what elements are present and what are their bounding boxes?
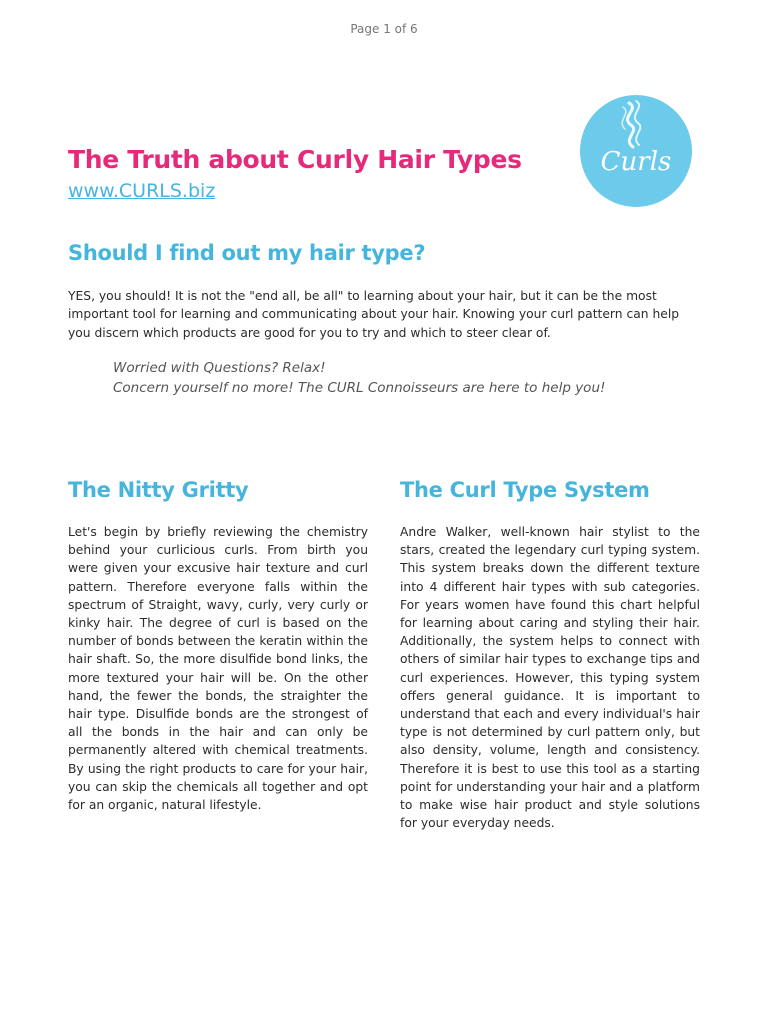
page-indicator: Page 1 of 6 (350, 22, 418, 36)
section-heading-curl-type-system: The Curl Type System (400, 478, 650, 502)
quote-block (113, 358, 605, 398)
section-heading-hair-type: Should I find out my hair type? (68, 241, 426, 265)
website-link[interactable]: www.CURLS.biz (68, 180, 216, 202)
curl-type-system-paragraph: Andre Walker, well-known hair stylist to the stars, created the legendary curl typing system. This system breaks down the different texture into 4 different hair types with sub categories. For years women have found this chart helpful for learning about caring and styling their hair. Additionally, the system helps to connect with others of similar hair types to exchange tips and curl experiences. However, this typing system offers general guidance. It is important to understand that each and every individual's hair type is not determined by curl pattern only, but also density, volume, length and consistency. Therefore it is best to use this tool as a starting point for understanding your hair and a platform to make wise hair product and style solutions for your everyday needs. (400, 525, 700, 831)
quote-line-1: Worried with Questions? Relax! (113, 360, 326, 376)
intro-paragraph: YES, you should! It is not the "end all, be all" to learning about your hair, but it can be the most important tool for learning and communicating about your hair. Knowing your curl pattern can help you discern which products are good for you to try and which to steer clear of. (68, 289, 680, 340)
nitty-gritty-paragraph: Let's begin by briefly reviewing the chemistry behind your curlicious curls. From birth you were given your excusive hair texture and curl pattern. Therefore everyone falls within the spectrum of Straight, wavy, curly, very curly or kinky hair. The degree of curl is based on the number of bonds between the keratin within the hair shaft. So, the more disulfide bond links, the more textured your hair will be. On the other hand, the fewer the bonds, the straighter the hair type. Disulfide bonds are the strongest of all the bonds in the hair and can only be permanently altered with chemical treatments. By using the right products to care for your hair, you can skip the chemicals all together and opt for an organic, natural lifestyle. (68, 525, 368, 813)
logo-text: Curls (600, 147, 672, 177)
quote-line-2: Concern yourself no more! The CURL Connoisseurs are here to help you! (113, 380, 606, 396)
curls-logo-icon (580, 95, 692, 207)
page-title: The Truth about Curly Hair Types (68, 145, 522, 174)
section-heading-nitty-gritty: The Nitty Gritty (68, 478, 249, 502)
